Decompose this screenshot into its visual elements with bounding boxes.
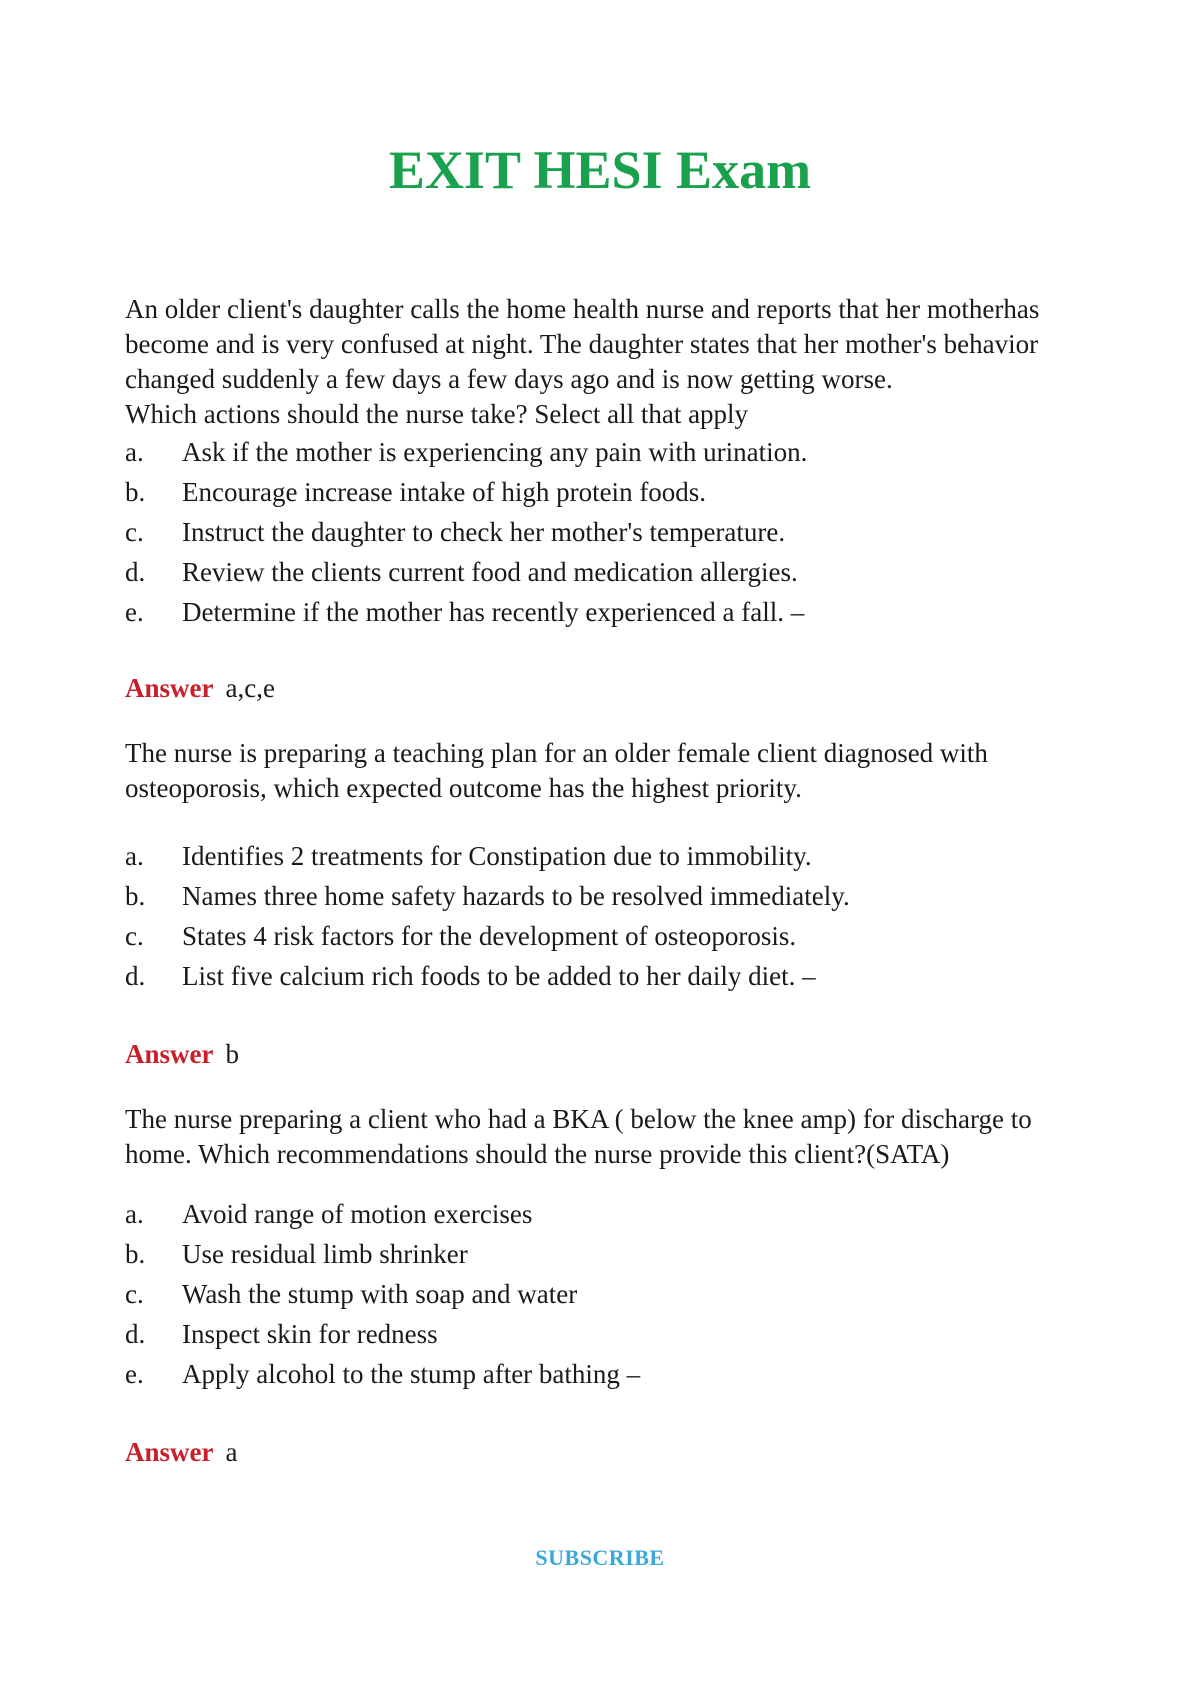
option-letter: d. (125, 557, 146, 587)
option-item (125, 1354, 1085, 1394)
option-item (125, 1274, 1085, 1314)
option-letter: c. (125, 517, 144, 547)
option-item (125, 472, 1085, 512)
option-item (125, 512, 1085, 552)
options-list (125, 432, 1085, 632)
option-text: States 4 risk factors for the development of osteoporosis. (182, 921, 797, 951)
option-letter: a. (125, 437, 144, 467)
option-text: Identifies 2 treatments for Constipation due to immobility. (182, 841, 812, 871)
question-line: Which actions should the nurse take? Select all that apply (125, 399, 749, 429)
answer-value: a,c,e (225, 673, 275, 703)
question-block-2 (125, 736, 1085, 1074)
answer-value: a (225, 1437, 238, 1467)
option-letter: a. (125, 1199, 144, 1229)
option-text: Wash the stump with soap and water (182, 1279, 578, 1309)
option-item (125, 1314, 1085, 1354)
option-letter: b. (125, 881, 146, 911)
option-text: Names three home safety hazards to be resolved immediately. (182, 881, 850, 911)
option-text: Review the clients current food and medication allergies. (182, 557, 798, 587)
option-item (125, 1234, 1085, 1274)
option-item (125, 552, 1085, 592)
answer-value: b (225, 1039, 239, 1069)
question-block-3 (125, 1102, 1085, 1472)
option-item (125, 916, 1085, 956)
question-text (125, 736, 1085, 806)
option-text: Inspect skin for redness (182, 1319, 438, 1349)
option-text: Ask if the mother is experiencing any pain with urination. (182, 437, 808, 467)
option-item (125, 876, 1085, 916)
option-text: Determine if the mother has recently experienced a fall. – (182, 597, 805, 627)
option-letter: c. (125, 921, 144, 951)
option-item (125, 1194, 1085, 1234)
option-letter: b. (125, 1239, 146, 1269)
answer-label: Answer (125, 1039, 214, 1069)
questions-content (125, 292, 1085, 1472)
option-item (125, 592, 1085, 632)
answer-line (125, 1432, 1085, 1472)
option-letter: d. (125, 1319, 146, 1349)
option-text: Avoid range of motion exercises (182, 1199, 533, 1229)
question-line: become and is very confused at night. The daughter states that her mother's behavior (125, 329, 1039, 359)
options-list (125, 836, 1085, 996)
option-text: List five calcium rich foods to be added to her daily diet. – (182, 961, 816, 991)
option-item (125, 956, 1085, 996)
question-line: home. Which recommendations should the nurse provide this client?(SATA) (125, 1139, 950, 1169)
option-item (125, 432, 1085, 472)
question-line: osteoporosis, which expected outcome has the highest priority. (125, 773, 802, 803)
answer-line (125, 1034, 1085, 1074)
page-title: EXIT HESI Exam (388, 140, 812, 200)
option-letter: b. (125, 477, 146, 507)
option-text: Apply alcohol to the stump after bathing – (182, 1359, 641, 1389)
option-text: Encourage increase intake of high protein foods. (182, 477, 707, 507)
answer-line (125, 668, 1085, 708)
question-line: An older client's daughter calls the home health nurse and reports that her motherhas (125, 294, 1040, 324)
subscribe-link[interactable]: SUBSCRIBE (535, 1545, 665, 1570)
question-block-1 (125, 292, 1085, 708)
question-text (125, 292, 1085, 432)
option-letter: e. (125, 1359, 144, 1389)
option-letter: d. (125, 961, 146, 991)
answer-label: Answer (125, 673, 214, 703)
question-line: changed suddenly a few days a few days ago and is now getting worse. (125, 364, 893, 394)
options-list (125, 1194, 1085, 1394)
option-letter: a. (125, 841, 144, 871)
option-text: Instruct the daughter to check her mother's temperature. (182, 517, 786, 547)
option-item (125, 836, 1085, 876)
question-line: The nurse is preparing a teaching plan for an older female client diagnosed with (125, 738, 988, 768)
question-text (125, 1102, 1085, 1172)
option-letter: c. (125, 1279, 144, 1309)
option-text: Use residual limb shrinker (182, 1239, 468, 1269)
option-letter: e. (125, 597, 144, 627)
question-line: The nurse preparing a client who had a BKA ( below the knee amp) for discharge to (125, 1104, 1032, 1134)
answer-label: Answer (125, 1437, 214, 1467)
